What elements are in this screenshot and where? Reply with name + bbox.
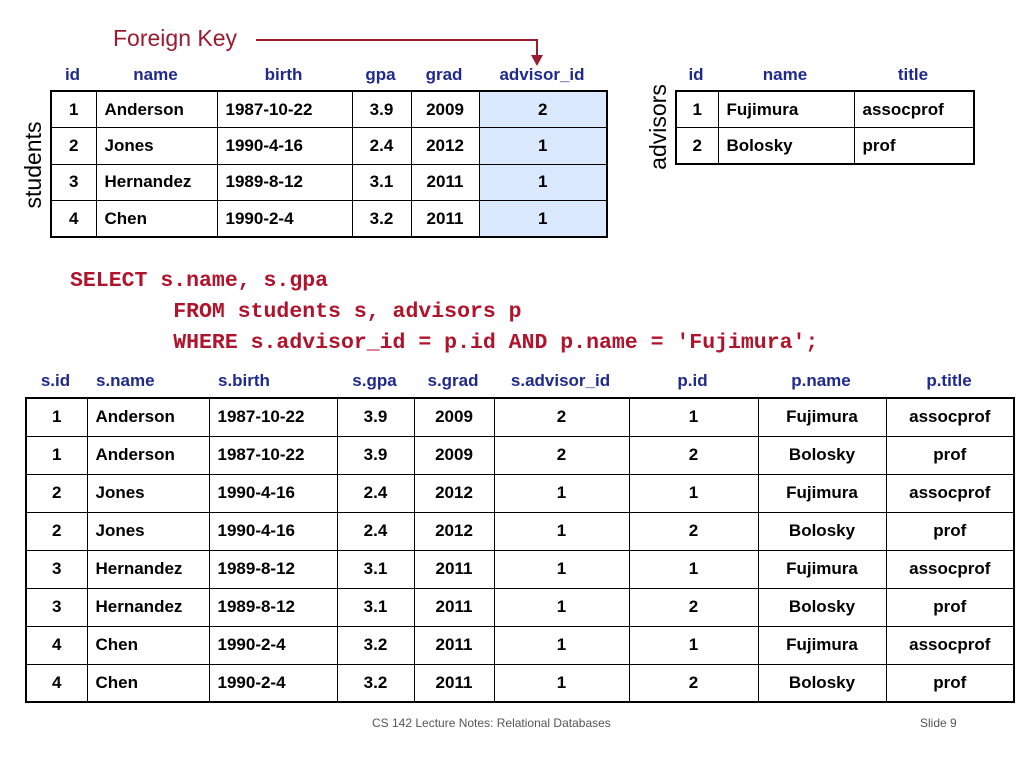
result-table [25,397,1015,703]
table-row [51,91,607,128]
students-col-advisor-id: advisor_id [499,65,585,84]
advisors-col-title: title [897,65,929,84]
table-cell: 3.1 [337,588,414,626]
result-col-s-id: s.id [40,371,71,390]
result-col-p-name: p.name [791,371,851,390]
table-cell: prof [886,588,1014,626]
result-col-s-gpa: s.gpa [352,371,397,390]
table-cell: 1 [494,512,629,550]
table-cell: Fujimura [718,91,854,128]
table-row [51,201,607,238]
table-cell: 1990-4-16 [209,474,337,512]
table-cell: 2011 [414,664,494,702]
table-row [51,128,607,165]
table-cell: Anderson [96,91,217,128]
table-cell: 3.9 [337,436,414,474]
table-row [676,128,974,165]
table-row [26,626,1014,664]
table-cell: assocprof [886,550,1014,588]
table-cell: Jones [87,512,209,550]
students-col-grad: grad [425,65,463,84]
table-cell: 2012 [414,512,494,550]
table-cell: Anderson [87,398,209,436]
table-cell: Fujimura [758,550,886,588]
sql-line-from: FROM students s, advisors p [70,300,522,324]
sql-line-where: WHERE s.advisor_id = p.id AND p.name = 'Fujimura'; [70,331,819,355]
advisors-side-label: advisors [645,84,671,170]
table-cell: prof [854,128,974,165]
table-cell: assocprof [886,626,1014,664]
table-cell: 2 [629,512,758,550]
table-cell: 1 [51,91,96,128]
students-col-id: id [64,65,81,84]
result-col-p-id: p.id [677,371,708,390]
table-cell: 1 [629,398,758,436]
result-col-s-advisor-id: s.advisor_id [510,371,611,390]
table-cell: 2011 [414,550,494,588]
footer-course: CS 142 Lecture Notes: Relational Databases [372,716,611,730]
table-cell: 2.4 [337,474,414,512]
result-col-p-title: p.title [926,371,972,390]
table-cell: Jones [96,128,217,165]
table-cell: 1 [479,164,607,201]
table-cell: Bolosky [758,664,886,702]
students-col-gpa: gpa [365,65,396,84]
table-cell: 3.2 [337,664,414,702]
table-cell: 2009 [411,91,479,128]
table-cell: 1989-8-12 [209,550,337,588]
table-cell: Bolosky [758,588,886,626]
table-cell: Fujimura [758,398,886,436]
table-cell: 3.2 [352,201,411,238]
table-cell: 3 [26,588,87,626]
table-cell: Bolosky [758,436,886,474]
table-cell: Fujimura [758,626,886,664]
table-row [26,550,1014,588]
table-cell: 1 [494,588,629,626]
table-cell: 1 [479,201,607,238]
table-cell: 2 [26,474,87,512]
table-cell: Hernandez [96,164,217,201]
table-cell: 2011 [411,201,479,238]
table-cell: 1 [26,436,87,474]
table-cell: 1989-8-12 [209,588,337,626]
table-cell: 2 [629,588,758,626]
result-col-s-grad: s.grad [427,371,479,390]
table-cell: Jones [87,474,209,512]
table-cell: 2 [494,436,629,474]
table-cell: 1990-4-16 [209,512,337,550]
table-cell: 1987-10-22 [209,436,337,474]
table-cell: 2012 [411,128,479,165]
table-cell: 1 [629,550,758,588]
table-cell: 2 [494,398,629,436]
table-cell: Chen [87,664,209,702]
table-cell: 1990-2-4 [217,201,352,238]
table-cell: 3 [51,164,96,201]
table-cell: 3.2 [337,626,414,664]
sql-query [70,266,818,359]
table-cell: Bolosky [758,512,886,550]
result-col-s-name: s.name [96,371,155,390]
table-cell: Chen [96,201,217,238]
table-cell: 2 [629,664,758,702]
table-cell: 3.1 [352,164,411,201]
foreign-key-label: Foreign Key [113,25,238,51]
advisors-table [675,90,975,165]
table-cell: Hernandez [87,588,209,626]
table-cell: 2011 [414,626,494,664]
table-cell: 3.9 [337,398,414,436]
table-cell: 2 [51,128,96,165]
table-cell: 1 [629,626,758,664]
table-cell: 2012 [414,474,494,512]
table-row [51,164,607,201]
table-cell: 1 [494,474,629,512]
table-row [26,398,1014,436]
table-cell: 4 [26,626,87,664]
table-cell: 1 [26,398,87,436]
sql-line-select: SELECT s.name, s.gpa [70,269,329,293]
table-cell: 2 [479,91,607,128]
table-cell: 2 [676,128,718,165]
table-row [26,664,1014,702]
table-cell: 2009 [414,398,494,436]
table-cell: 1990-4-16 [217,128,352,165]
table-cell: 3 [26,550,87,588]
table-cell: Anderson [87,436,209,474]
table-cell: prof [886,436,1014,474]
table-row [676,91,974,128]
table-cell: 3.1 [337,550,414,588]
table-cell: Fujimura [758,474,886,512]
result-col-s-birth: s.birth [218,371,270,390]
table-cell: Chen [87,626,209,664]
table-cell: 1 [479,128,607,165]
table-cell: Hernandez [87,550,209,588]
table-cell: assocprof [886,398,1014,436]
table-row [26,588,1014,626]
advisors-col-name: name [762,65,808,84]
table-cell: 2 [629,436,758,474]
table-cell: 4 [26,664,87,702]
students-table [50,90,608,238]
table-cell: 4 [51,201,96,238]
table-cell: 1 [494,626,629,664]
table-cell: 2.4 [352,128,411,165]
table-cell: 3.9 [352,91,411,128]
table-cell: prof [886,512,1014,550]
footer-slide-number: Slide 9 [920,716,957,730]
table-cell: 1 [676,91,718,128]
students-col-birth: birth [264,65,303,84]
table-cell: 1 [494,664,629,702]
table-cell: 1989-8-12 [217,164,352,201]
table-row [26,436,1014,474]
table-cell: 1990-2-4 [209,664,337,702]
table-cell: 2009 [414,436,494,474]
table-row [26,512,1014,550]
table-row [26,474,1014,512]
table-cell: assocprof [854,91,974,128]
table-cell: Bolosky [718,128,854,165]
table-cell: 1 [629,474,758,512]
table-cell: 1987-10-22 [209,398,337,436]
table-cell: 2 [26,512,87,550]
table-cell: 2.4 [337,512,414,550]
advisors-col-id: id [688,65,704,84]
table-cell: prof [886,664,1014,702]
table-cell: assocprof [886,474,1014,512]
table-cell: 2011 [414,588,494,626]
students-side-label: students [20,121,46,209]
table-cell: 1990-2-4 [209,626,337,664]
table-cell: 2011 [411,164,479,201]
table-cell: 1 [494,550,629,588]
table-cell: 1987-10-22 [217,91,352,128]
students-col-name: name [133,65,178,84]
